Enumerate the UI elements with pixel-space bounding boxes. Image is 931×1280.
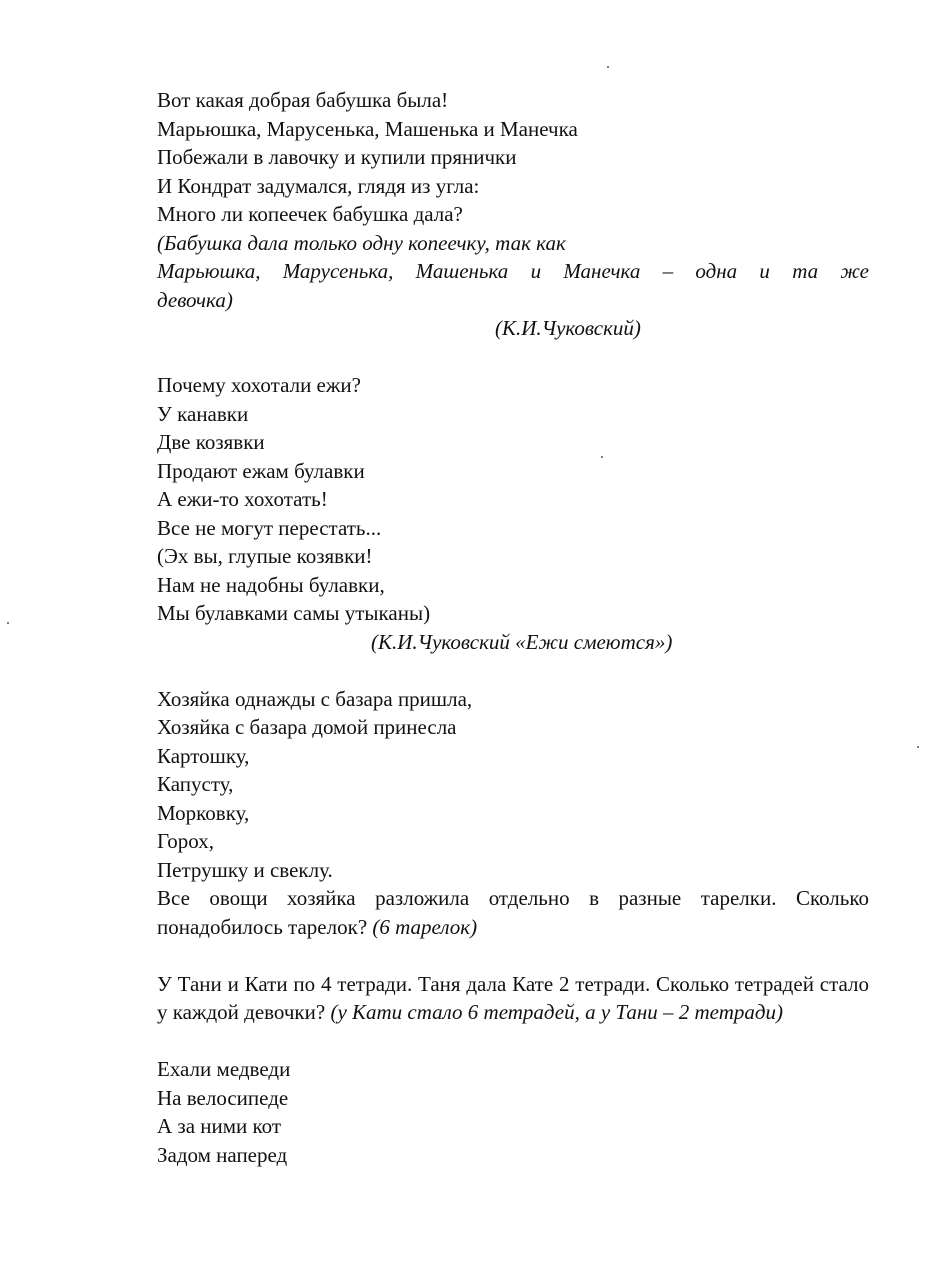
riddle-3 <box>157 685 869 942</box>
poem-line: А за ними кот <box>157 1114 282 1138</box>
poem-line: У канавки <box>157 401 249 426</box>
poem-line: А ежи-то хохотать! <box>157 487 328 511</box>
question-paragraph <box>157 970 869 1027</box>
poem-line: Петрушку и свеклу. <box>157 857 333 882</box>
question-text: Все овощи хозяйка разложила отдельно в разные тарелки. Сколько понадобилось тарелок? <box>157 886 869 939</box>
document-page <box>157 86 869 1169</box>
poem-line: Морковку, <box>157 800 250 825</box>
poem-line: Все не могут перестать... <box>157 515 382 540</box>
poem-line: Картошку, <box>157 743 250 768</box>
poem-line: Нам не надобны булавки, <box>157 572 385 597</box>
attribution: (К.И.Чуковский «Ежи смеются») <box>371 629 673 654</box>
question-paragraph <box>157 884 869 941</box>
poem-line: Задом наперед <box>157 1142 288 1167</box>
riddle-1 <box>157 86 869 343</box>
riddle-5 <box>157 1055 869 1169</box>
scan-speck <box>7 622 9 624</box>
poem-line: Горох, <box>157 829 215 853</box>
poem-line: Ехали медведи <box>157 1057 291 1081</box>
answer-text: (6 тарелок) <box>372 914 478 939</box>
answer-line: (Бабушка дала только одну копеечку, так как <box>157 230 566 255</box>
answer-text: (у Кати стало 6 тетрадей, а у Тани – 2 тетради) <box>330 1000 784 1024</box>
poem-line: И Кондрат задумался, глядя из угла: <box>157 173 480 198</box>
poem-line: Вот какая добрая бабушка была! <box>157 88 449 112</box>
poem-line: Мы булавками самы утыканы) <box>157 601 431 625</box>
poem-line: Продают ежам булавки <box>157 458 365 483</box>
riddle-4 <box>157 970 869 1027</box>
poem-line: Хозяйка с базара домой принесла <box>157 715 457 739</box>
attribution: (К.И.Чуковский) <box>495 316 641 340</box>
scan-speck <box>601 456 603 458</box>
answer-line: Марьюшка, Марусенька, Машенька и Манечка – одна и та же <box>157 259 869 283</box>
poem-line: На велосипеде <box>157 1085 289 1110</box>
question-text: У Тани и Кати по 4 тетради. Таня дала Кате 2 тетради. Сколько тетрадей стало у каждой девочки? <box>157 971 869 1024</box>
answer-line: девочка) <box>157 287 233 312</box>
scan-speck <box>917 746 919 748</box>
poem-line: Побежали в лавочку и купили прянички <box>157 145 517 169</box>
poem-line: Капусту, <box>157 772 234 796</box>
poem-line: Много ли копеечек бабушка дала? <box>157 202 463 226</box>
poem-line: Две козявки <box>157 430 265 454</box>
poem-line: Марьюшка, Марусенька, Машенька и Манечка <box>157 116 578 141</box>
poem-line: Почему хохотали ежи? <box>157 373 361 397</box>
scan-speck <box>607 66 609 68</box>
riddle-2 <box>157 371 869 656</box>
poem-line: (Эх вы, глупые козявки! <box>157 544 373 568</box>
poem-line: Хозяйка однажды с базара пришла, <box>157 686 473 711</box>
